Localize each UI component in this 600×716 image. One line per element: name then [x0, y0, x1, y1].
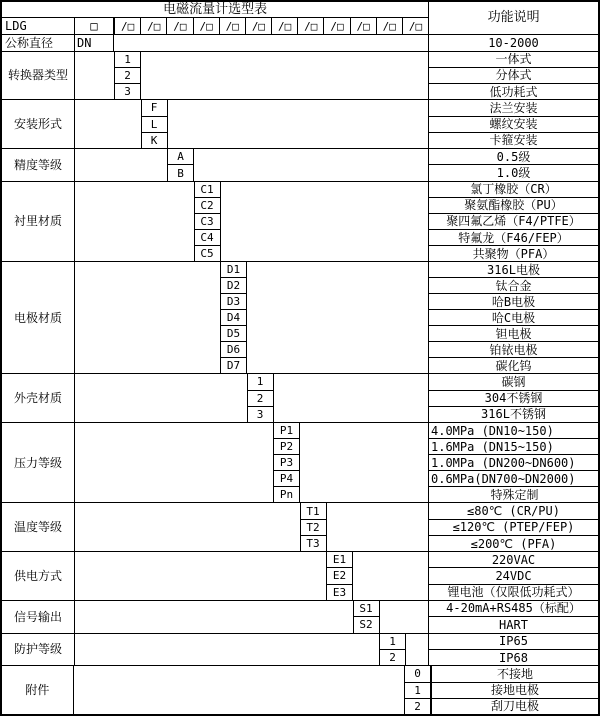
- function-cell: 4-20mA+RS485（标配）: [429, 601, 598, 617]
- code-cells: [300, 503, 327, 551]
- function-cell: 特氟龙（F46/FEP）: [429, 230, 598, 246]
- code-cells: [326, 552, 353, 600]
- function-cell: 316L不锈钢: [481, 407, 546, 422]
- code-slot: /□: [140, 18, 166, 33]
- function-cell: 1.0MPa (DN200~DN600): [429, 455, 598, 471]
- function-cell: 特殊定制: [490, 487, 539, 502]
- function-cell: 钽电极: [429, 326, 598, 342]
- function-cells: [428, 423, 598, 502]
- code-slot: /□: [350, 18, 376, 33]
- code-cell: D2: [221, 278, 246, 294]
- code-cell: 1: [380, 634, 405, 650]
- function-cell: 4.0MPa (DN10~150): [429, 423, 598, 439]
- spacer: [406, 634, 428, 666]
- function-cell: HART: [499, 617, 528, 632]
- function-cell: 碳化钨: [495, 358, 532, 373]
- code-cell: C5: [200, 247, 214, 261]
- code-cell: T3: [306, 537, 320, 551]
- function-cell: 共聚物（PFA）: [472, 246, 555, 261]
- spacer: [75, 262, 220, 373]
- header-left: [2, 2, 429, 34]
- category-label: 外壳材质: [2, 374, 75, 422]
- code-cell: 3: [256, 407, 264, 421]
- code-cells: [167, 149, 194, 181]
- code-cell: T1: [301, 503, 326, 519]
- function-cells: [428, 182, 598, 261]
- code-cell: A: [168, 149, 193, 165]
- function-cell: 1.0级: [496, 166, 531, 181]
- spacer: [75, 503, 300, 551]
- function-cell: 24VDC: [429, 568, 598, 584]
- header-band: [2, 2, 598, 35]
- code-cells: [114, 52, 141, 100]
- function-cells: [428, 552, 598, 600]
- code-slot: /□: [114, 18, 140, 33]
- code-cell: P3: [274, 455, 299, 471]
- function-cell: 0.6MPa(DN700~DN2000): [429, 471, 598, 487]
- category-label: 电极材质: [2, 262, 75, 373]
- code-cell: 2: [389, 651, 396, 665]
- group-protection-class: [2, 634, 598, 667]
- function-cell: IP68: [499, 650, 528, 665]
- function-cell: ≤80℃ (CR/PU): [429, 503, 598, 519]
- category-label: 转换器类型: [2, 52, 75, 100]
- code-cell: P4: [274, 471, 299, 487]
- code-cell: E2: [327, 568, 352, 584]
- group-temperature-class: [2, 503, 598, 552]
- category-label: 防护等级: [2, 634, 75, 666]
- code-cells: [220, 262, 247, 373]
- function-cell: 接地电极: [432, 683, 598, 699]
- code-slot: /□: [297, 18, 323, 33]
- spacer: [274, 374, 429, 422]
- category-label: 公称直径: [2, 35, 75, 51]
- spacer: [75, 52, 114, 100]
- function-cell: 哈B电极: [429, 294, 598, 310]
- function-cell: 分体式: [429, 68, 598, 84]
- code-cell: E3: [332, 585, 347, 599]
- spacer: [380, 601, 429, 633]
- spacer: [247, 262, 428, 373]
- dn-code-cell: DN: [75, 35, 114, 51]
- function-cells: [428, 601, 598, 633]
- group-installation-form: [2, 100, 598, 149]
- spacer: [194, 149, 428, 181]
- spacer: [114, 35, 428, 51]
- spacer: [75, 149, 167, 181]
- function-column-header: 功能说明: [487, 10, 540, 26]
- group-lining-material: [2, 182, 598, 262]
- code-cell: E1: [327, 552, 352, 568]
- function-cell: ≤200℃ (PFA): [470, 536, 557, 551]
- code-cell: 0: [405, 666, 430, 682]
- code-cell: D7: [226, 359, 241, 373]
- code-cell: 2: [248, 391, 273, 407]
- code-cell: 3: [124, 85, 131, 99]
- code-cells: [247, 374, 274, 422]
- group-accessories: [2, 666, 598, 714]
- function-cell: 法兰安装: [429, 100, 598, 116]
- code-cell: D1: [221, 262, 246, 278]
- spacer: [221, 182, 429, 261]
- category-label: 精度等级: [2, 149, 75, 181]
- spacer: [141, 52, 428, 100]
- code-slot: /□: [193, 18, 219, 33]
- code-cell: P2: [274, 439, 299, 455]
- function-cell: 哈C电极: [429, 310, 598, 326]
- function-cell: 1.6MPa (DN15~150): [429, 439, 598, 455]
- spacer: [168, 100, 429, 148]
- function-cells: [428, 634, 598, 666]
- code-cell: 2: [115, 68, 140, 84]
- code-cell: C4: [195, 230, 220, 246]
- code-slot: /□: [323, 18, 349, 33]
- function-cells: [428, 149, 598, 181]
- spacer: [75, 182, 194, 261]
- dn-band: [2, 35, 598, 52]
- code-cell: S1: [354, 601, 379, 617]
- function-cells: [428, 262, 598, 373]
- function-cell: 低功耗式: [489, 84, 538, 99]
- spacer: [300, 423, 428, 502]
- group-converter-type: [2, 52, 598, 101]
- function-cell: IP65: [429, 634, 598, 650]
- code-cell: T2: [301, 520, 326, 536]
- code-cell: C2: [195, 198, 220, 214]
- function-cells: [428, 100, 598, 148]
- code-cell: B: [177, 166, 184, 180]
- category-label: 衬里材质: [2, 182, 75, 261]
- code-cell: D4: [221, 310, 246, 326]
- code-cell: S2: [359, 618, 373, 632]
- code-cells: [273, 423, 300, 502]
- code-slot: /□: [402, 18, 428, 33]
- model-code-row: [2, 18, 428, 33]
- code-cell: K: [150, 133, 158, 147]
- code-cell: D5: [221, 326, 246, 342]
- group-electrode-material: [2, 262, 598, 374]
- function-cell: 刮刀电极: [490, 699, 539, 714]
- function-cell: 220VAC: [429, 552, 598, 568]
- code-cell: 1: [115, 52, 140, 68]
- function-cells: [428, 503, 598, 551]
- code-slot: /□: [166, 18, 192, 33]
- function-cell: 304不锈钢: [429, 391, 598, 407]
- category-label: 供电方式: [2, 552, 75, 600]
- code-cell: P1: [274, 423, 299, 439]
- category-label: 温度等级: [2, 503, 75, 551]
- code-slot: /□: [376, 18, 402, 33]
- spacer: [75, 374, 247, 422]
- function-cell: 螺纹安装: [429, 117, 598, 133]
- spacer: [74, 666, 405, 714]
- group-power-supply: [2, 552, 598, 601]
- category-label: 信号输出: [2, 601, 75, 633]
- code-slot: /□: [219, 18, 245, 33]
- code-cell: F: [142, 100, 167, 116]
- function-cell: 一体式: [429, 52, 598, 68]
- function-cell: 316L电极: [429, 262, 598, 278]
- function-cell: 不接地: [432, 666, 598, 682]
- code-slot: /□: [245, 18, 271, 33]
- table-title: 电磁流量计选型表: [2, 2, 428, 18]
- code-cells: [353, 601, 380, 633]
- function-cell: ≤120℃ (PTEP/FEP): [429, 520, 598, 536]
- spacer: [75, 634, 379, 666]
- function-cell: 锂电池（仅限低功耗式）: [447, 585, 580, 600]
- code-cell: Pn: [279, 488, 294, 502]
- group-signal-output: [2, 601, 598, 634]
- code-slot: /□: [271, 18, 297, 33]
- spacer: [75, 100, 141, 148]
- group-accuracy-class: [2, 149, 598, 182]
- function-cell: 卡箍安装: [489, 133, 538, 148]
- function-cell: 0.5级: [429, 149, 598, 165]
- code-cells: [194, 182, 221, 261]
- model-code-box: □: [75, 18, 114, 33]
- code-cells: [141, 100, 168, 148]
- spacer: [75, 552, 326, 600]
- function-cells: [431, 666, 598, 714]
- function-cell: 钛合金: [429, 278, 598, 294]
- function-cells: [428, 374, 598, 422]
- spacer: [75, 601, 353, 633]
- category-label: 附件: [2, 666, 74, 714]
- code-cell: D3: [221, 294, 246, 310]
- function-cell: 氯丁橡胶（CR）: [429, 182, 598, 198]
- function-cell: 聚氨酯橡胶（PU）: [429, 198, 598, 214]
- code-cell: 2: [414, 699, 421, 713]
- category-label: 压力等级: [2, 423, 75, 502]
- function-cell: 铂铱电极: [429, 342, 598, 358]
- code-cells: [379, 634, 406, 666]
- spacer: [353, 552, 428, 600]
- category-label: 安装形式: [2, 100, 75, 148]
- function-cells: [428, 52, 598, 100]
- group-housing-material: [2, 374, 598, 423]
- function-cell: 聚四氟乙烯（F4/PTFE）: [429, 214, 598, 230]
- code-cell: 1: [405, 683, 430, 699]
- code-cell: 1: [248, 374, 273, 390]
- function-cell: 10-2000: [488, 35, 539, 50]
- spacer: [327, 503, 429, 551]
- code-cell: D6: [221, 342, 246, 358]
- code-cell: C1: [195, 182, 220, 198]
- function-cells: [428, 35, 598, 51]
- function-cell: 碳钢: [429, 374, 598, 390]
- code-cell: C3: [195, 214, 220, 230]
- model-prefix: LDG: [2, 18, 75, 33]
- spacer: [75, 423, 273, 502]
- code-cell: L: [142, 117, 167, 133]
- code-cells: [404, 666, 431, 714]
- group-pressure-class: [2, 423, 598, 503]
